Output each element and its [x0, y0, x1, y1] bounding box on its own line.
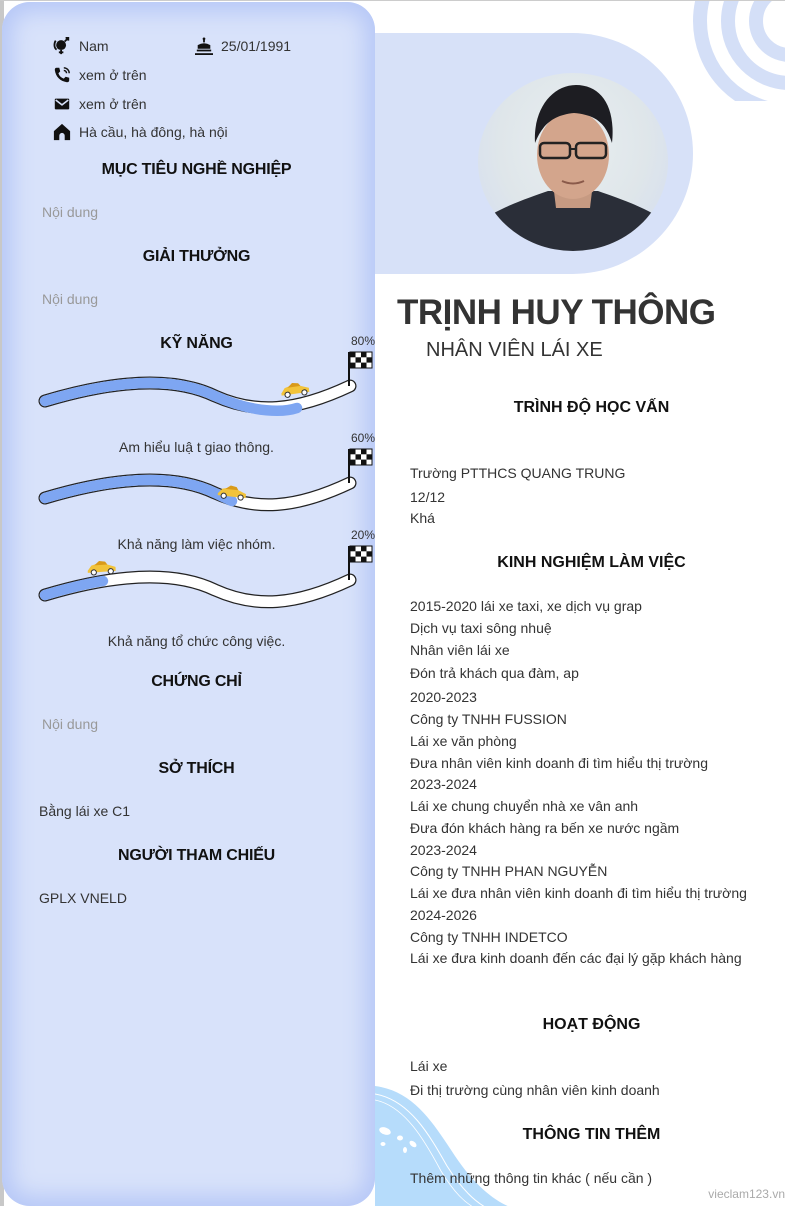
education-line[interactable]: Khá [410, 510, 435, 526]
hobbies-title: SỞ THÍCH [158, 760, 235, 777]
skill-road-icon [35, 528, 380, 613]
skill-percent: 20% [350, 528, 375, 542]
decorative-arcs-icon [690, 0, 785, 101]
experience-line[interactable]: 2023-2024 [410, 776, 477, 792]
experience-line[interactable]: Lái xe văn phòng [410, 733, 517, 749]
car-icon [280, 381, 310, 398]
activities-title: HOẠT ĐỘNG [542, 1016, 641, 1033]
skill-percent: 80% [350, 334, 375, 348]
email-value: xem ở trên [79, 96, 147, 112]
address-row [52, 123, 228, 141]
experience-line[interactable]: 2023-2024 [410, 842, 477, 858]
experience-line[interactable]: 2024-2026 [410, 907, 477, 923]
job-title[interactable]: NHÂN VIÊN LÁI XE [426, 339, 603, 361]
awards-title: GIẢI THƯỞNG [142, 248, 251, 265]
hobbies-content[interactable]: Bằng lái xe C1 [39, 803, 131, 819]
birthday-value: 25/01/1991 [221, 38, 292, 54]
decorative-wave-icon [375, 1086, 535, 1206]
experience-line[interactable]: Công ty TNHH INDETCO [410, 929, 568, 945]
career-goal-title: MỤC TIÊU NGHỀ NGHIỆP [101, 161, 292, 178]
education-line[interactable]: 12/12 [410, 489, 446, 505]
activity-line[interactable]: Lái xe [410, 1058, 448, 1074]
additional-info-title: THÔNG TIN THÊM [522, 1126, 661, 1143]
avatar-portrait-icon [478, 73, 668, 251]
education-line[interactable]: Trường PTTHCS QUANG TRUNG [410, 465, 626, 481]
references-title: NGƯỜI THAM CHIẾU [117, 847, 276, 864]
certificates-content[interactable]: Nội dung [42, 716, 99, 732]
experience-line[interactable]: Nhân viên lái xe [410, 642, 510, 658]
skill-label-1: Am hiểu luậ t giao thông. [119, 439, 274, 455]
email-row [52, 95, 147, 113]
skill-road-icon [35, 431, 380, 516]
birthday-cake-icon [194, 37, 214, 55]
experience-line[interactable]: Dịch vụ taxi sông nhuệ [410, 620, 552, 636]
experience-line[interactable]: Đưa đón khách hàng ra bến xe nước ngầm [410, 820, 680, 836]
avatar[interactable] [478, 73, 668, 251]
skill-bar-3 [35, 528, 380, 618]
activity-line[interactable]: Đi thị trường cùng nhân viên kinh doanh [410, 1082, 660, 1098]
address-value: Hà cầu, hà đông, hà nội [79, 124, 228, 140]
skill-bar-1 [35, 334, 380, 424]
education-title: TRÌNH ĐỘ HỌC VẤN [513, 399, 670, 416]
skill-label-3: Khả năng tổ chức công việc. [107, 633, 286, 649]
gender-row [52, 37, 109, 55]
references-content[interactable]: GPLX VNELD [39, 890, 127, 906]
gender-value: Nam [79, 38, 109, 54]
experience-line[interactable]: 2020-2023 [410, 689, 477, 705]
skill-label-2: Khả năng làm việc nhóm. [117, 536, 276, 552]
experience-line[interactable]: Lái xe đưa nhân viên kinh doanh đi tìm hiểu thị trường [410, 885, 747, 901]
skill-bar-2 [35, 431, 380, 521]
phone-row [52, 66, 147, 84]
candidate-name[interactable]: TRỊNH HUY THÔNG [397, 293, 716, 332]
skills-title: KỸ NĂNG [160, 335, 233, 352]
skill-road-icon [35, 334, 380, 419]
home-icon [52, 123, 72, 141]
career-goal-content[interactable]: Nội dung [42, 204, 99, 220]
additional-info-line[interactable]: Thêm những thông tin khác ( nếu cần ) [410, 1170, 653, 1186]
phone-icon [52, 66, 72, 84]
experience-line[interactable]: Lái xe đưa kinh doanh đến các đại lý gặp khách hàng [410, 950, 742, 966]
experience-line[interactable]: 2015-2020 lái xe taxi, xe dịch vụ grap [410, 598, 642, 614]
experience-line[interactable]: Công ty TNHH PHAN NGUYỄN [410, 863, 608, 879]
birthday-row [194, 37, 291, 55]
experience-line[interactable]: Lái xe chung chuyển nhà xe vân anh [410, 798, 639, 814]
gender-icon [52, 37, 72, 55]
awards-content[interactable]: Nội dung [42, 291, 99, 307]
experience-title: KINH NGHIỆM LÀM VIỆC [497, 554, 686, 571]
experience-line[interactable]: Đưa nhân viên kinh doanh đi tìm hiểu thị trường [410, 755, 708, 771]
watermark: vieclam123.vn [708, 1187, 785, 1201]
experience-line[interactable]: Đón trả khách qua đàm, ap [410, 665, 579, 681]
certificates-title: CHỨNG CHỈ [151, 673, 242, 690]
skill-percent: 60% [350, 431, 375, 445]
mail-icon [52, 95, 72, 113]
experience-line[interactable]: Công ty TNHH FUSSION [410, 711, 567, 727]
phone-value: xem ở trên [79, 67, 147, 83]
car-icon [87, 560, 116, 576]
